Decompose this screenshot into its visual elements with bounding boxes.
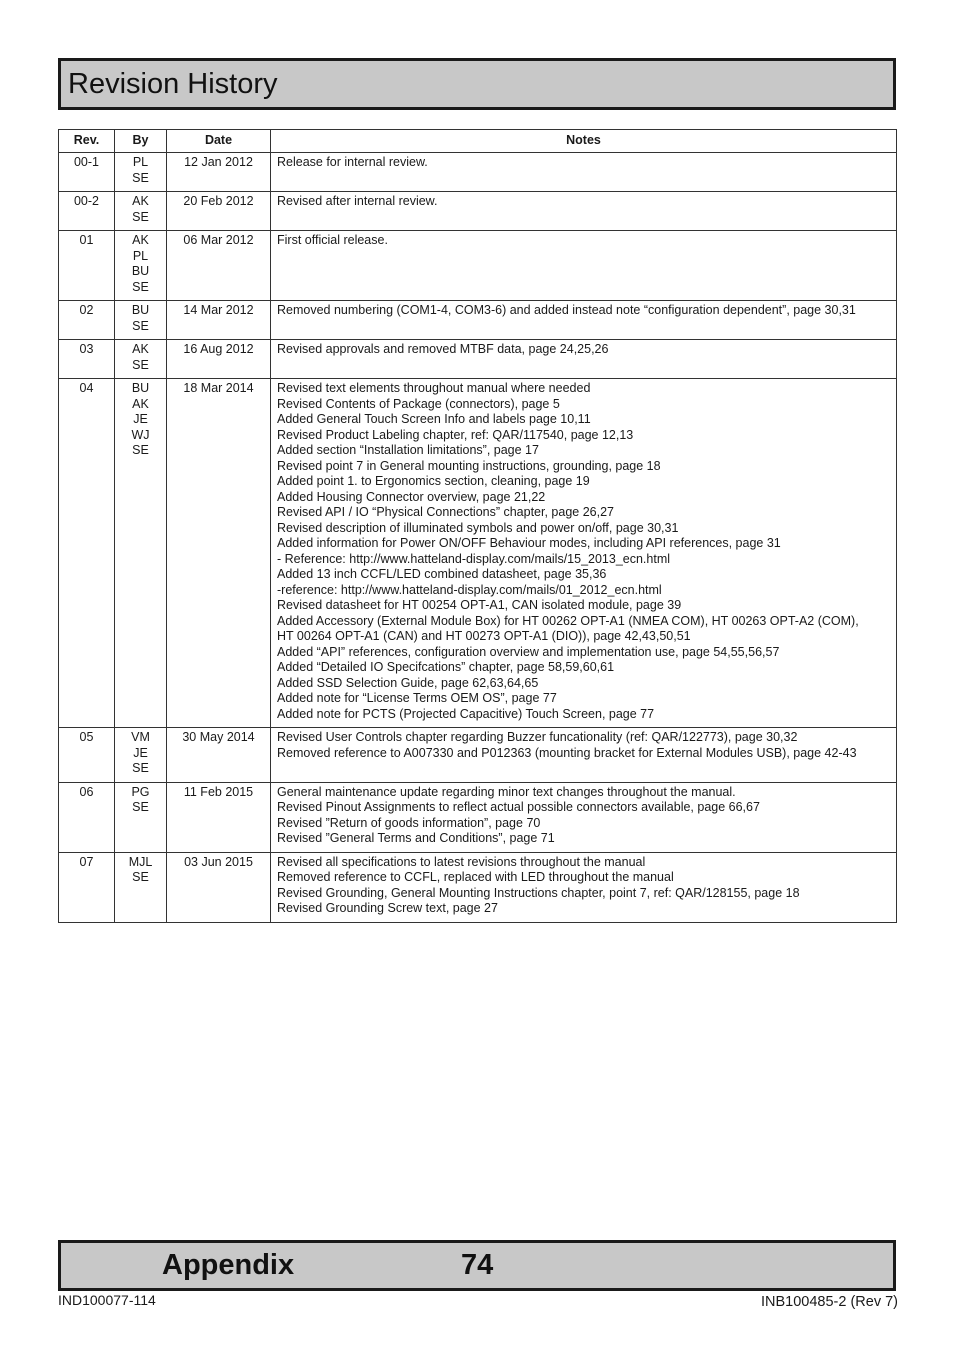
- cell-notes: [271, 852, 897, 922]
- author-initials: AK: [132, 233, 149, 247]
- author-initials: SE: [132, 443, 149, 457]
- cell-date: 18 Mar 2014: [167, 379, 271, 728]
- author-initials: AK: [132, 342, 149, 356]
- note-line: Revised ”General Terms and Conditions”, page 71: [277, 831, 555, 845]
- note-line: HT 00264 OPT-A1 (CAN) and HT 00273 OPT-A1 (DIO)), page 42,43,50,51: [277, 629, 691, 643]
- column-header-by: By: [115, 130, 167, 153]
- note-line: Added 13 inch CCFL/LED combined datasheet, page 35,36: [277, 567, 607, 581]
- author-initials: BU: [131, 303, 150, 317]
- table-row: [59, 231, 897, 301]
- note-line: Added Accessory (External Module Box) for HT 00262 OPT-A1 (NMEA COM), HT 00263 OPT-A2 (COM),: [277, 613, 859, 628]
- note-line: Removed reference to CCFL, replaced with LED throughout the manual: [277, 870, 674, 884]
- note-line: Added note for “License Terms OEM OS”, page 77: [277, 691, 557, 705]
- revision-table-body: [59, 153, 897, 923]
- author-initials: BU: [131, 264, 150, 278]
- note-line: Added section “Installation limitations”, page 17: [277, 443, 539, 457]
- note-line: -reference: http://www.hatteland-display.com/mails/01_2012_ecn.html: [277, 582, 662, 597]
- cell-notes: [271, 782, 897, 852]
- cell-by: [115, 782, 167, 852]
- note-line: Revised datasheet for HT 00254 OPT-A1, CAN isolated module, page 39: [277, 598, 682, 612]
- note-line: Revised Contents of Package (connectors), page 5: [277, 396, 560, 411]
- author-initials: AK: [132, 194, 149, 208]
- column-header-date: Date: [167, 130, 271, 153]
- author-initials: SE: [132, 279, 149, 294]
- cell-by: [115, 728, 167, 783]
- footer-page-number: 74: [461, 1249, 494, 1281]
- author-initials: SE: [132, 170, 149, 185]
- note-line: Added “Detailed IO Specifcations” chapter, page 58,59,60,61: [277, 660, 615, 674]
- cell-date: 03 Jun 2015: [167, 852, 271, 922]
- note-line: Added point 1. to Ergonomics section, cleaning, page 19: [277, 474, 590, 488]
- author-initials: JE: [133, 412, 148, 426]
- cell-date: 16 Aug 2012: [167, 340, 271, 379]
- note-line: Added General Touch Screen Info and labels page 10,11: [277, 412, 591, 426]
- page-footer: [58, 1240, 896, 1291]
- note-line: Revised API / IO “Physical Connections” chapter, page 26,27: [277, 505, 614, 519]
- cell-by: [115, 153, 167, 192]
- author-initials: WJ: [131, 427, 150, 442]
- author-initials: SE: [132, 761, 149, 775]
- note-line: General maintenance update regarding minor text changes throughout the manual.: [277, 784, 736, 799]
- table-row: [59, 301, 897, 340]
- cell-date: 20 Feb 2012: [167, 192, 271, 231]
- cell-rev: 00-2: [59, 192, 115, 231]
- cell-date: 11 Feb 2015: [167, 782, 271, 852]
- cell-by: [115, 231, 167, 301]
- cell-notes: [271, 153, 897, 192]
- table-header-row: [59, 130, 897, 153]
- table-row: [59, 728, 897, 783]
- note-line: Removed numbering (COM1-4, COM3-6) and added instead note “configuration dependent”, page 30,31: [277, 303, 856, 317]
- cell-rev: 07: [59, 852, 115, 922]
- author-initials: PL: [132, 248, 149, 263]
- footer-section-title: Appendix: [162, 1249, 295, 1281]
- note-line: Revised ”Return of goods information”, page 70: [277, 815, 541, 830]
- table-row: [59, 379, 897, 728]
- revision-table: [58, 129, 897, 923]
- column-header-notes: Notes: [271, 130, 897, 153]
- note-line: Revised Pinout Assignments to reflect actual possible connectors available, page 66,67: [277, 800, 760, 814]
- document-id-left: IND100077-114: [58, 1292, 156, 1308]
- cell-notes: [271, 192, 897, 231]
- cell-rev: 02: [59, 301, 115, 340]
- table-row: [59, 192, 897, 231]
- note-line: Added SSD Selection Guide, page 62,63,64,65: [277, 675, 539, 690]
- note-line: Revised text elements throughout manual where needed: [277, 381, 591, 395]
- table-row: [59, 852, 897, 922]
- note-line: - Reference: http://www.hatteland-display.com/mails/15_2013_ecn.html: [277, 551, 671, 566]
- cell-date: 06 Mar 2012: [167, 231, 271, 301]
- note-line: Revised approvals and removed MTBF data, page 24,25,26: [277, 342, 609, 356]
- note-line: Revised all specifications to latest revisions throughout the manual: [277, 854, 646, 869]
- author-initials: AK: [132, 396, 149, 411]
- note-line: Revised User Controls chapter regarding Buzzer funcationality (ref: QAR/122773), page 30,32: [277, 730, 798, 744]
- author-initials: JE: [133, 745, 148, 760]
- author-initials: BU: [131, 381, 150, 395]
- note-line: Added “API” references, configuration overview and implementation use, page 54,55,56,57: [277, 644, 780, 659]
- note-line: Added information for Power ON/OFF Behaviour modes, including API references, page 31: [277, 536, 781, 550]
- author-initials: SE: [132, 209, 149, 224]
- note-line: First official release.: [277, 233, 388, 247]
- cell-date: 30 May 2014: [167, 728, 271, 783]
- cell-by: [115, 379, 167, 728]
- cell-by: [115, 301, 167, 340]
- note-line: Revised Grounding Screw text, page 27: [277, 901, 498, 915]
- author-initials: PG: [131, 784, 150, 799]
- cell-rev: 04: [59, 379, 115, 728]
- note-line: Release for internal review.: [277, 155, 428, 169]
- page-title: Revision History: [68, 68, 278, 100]
- page-header: [58, 58, 896, 110]
- cell-rev: 00-1: [59, 153, 115, 192]
- cell-notes: [271, 379, 897, 728]
- author-initials: MJL: [128, 854, 153, 869]
- author-initials: PL: [132, 155, 149, 169]
- author-initials: SE: [132, 357, 149, 372]
- cell-date: 12 Jan 2012: [167, 153, 271, 192]
- cell-notes: [271, 231, 897, 301]
- author-initials: SE: [132, 870, 149, 884]
- author-initials: VM: [131, 730, 150, 744]
- author-initials: SE: [132, 318, 149, 333]
- note-line: Revised description of illuminated symbols and power on/off, page 30,31: [277, 520, 679, 535]
- note-line: Added note for PCTS (Projected Capacitive) Touch Screen, page 77: [277, 706, 655, 721]
- cell-notes: [271, 340, 897, 379]
- table-row: [59, 782, 897, 852]
- note-line: Revised point 7 in General mounting instructions, grounding, page 18: [277, 458, 661, 473]
- note-line: Revised Grounding, General Mounting Instructions chapter, point 7, ref: QAR/128155, page 18: [277, 885, 800, 900]
- table-row: [59, 153, 897, 192]
- cell-rev: 01: [59, 231, 115, 301]
- note-line: Revised Product Labeling chapter, ref: QAR/117540, page 12,13: [277, 427, 634, 442]
- cell-rev: 03: [59, 340, 115, 379]
- cell-notes: [271, 301, 897, 340]
- cell-by: [115, 852, 167, 922]
- column-header-rev: Rev.: [59, 130, 115, 153]
- cell-rev: 06: [59, 782, 115, 852]
- cell-by: [115, 340, 167, 379]
- note-line: Removed reference to A007330 and P012363 (mounting bracket for External Modules USB), page 42-43: [277, 745, 857, 760]
- cell-by: [115, 192, 167, 231]
- note-line: Revised after internal review.: [277, 194, 438, 208]
- note-line: Added Housing Connector overview, page 21,22: [277, 489, 546, 504]
- author-initials: SE: [132, 800, 149, 814]
- cell-rev: 05: [59, 728, 115, 783]
- document-id-right: INB100485-2 (Rev 7): [760, 1294, 898, 1310]
- cell-date: 14 Mar 2012: [167, 301, 271, 340]
- table-row: [59, 340, 897, 379]
- cell-notes: [271, 728, 897, 783]
